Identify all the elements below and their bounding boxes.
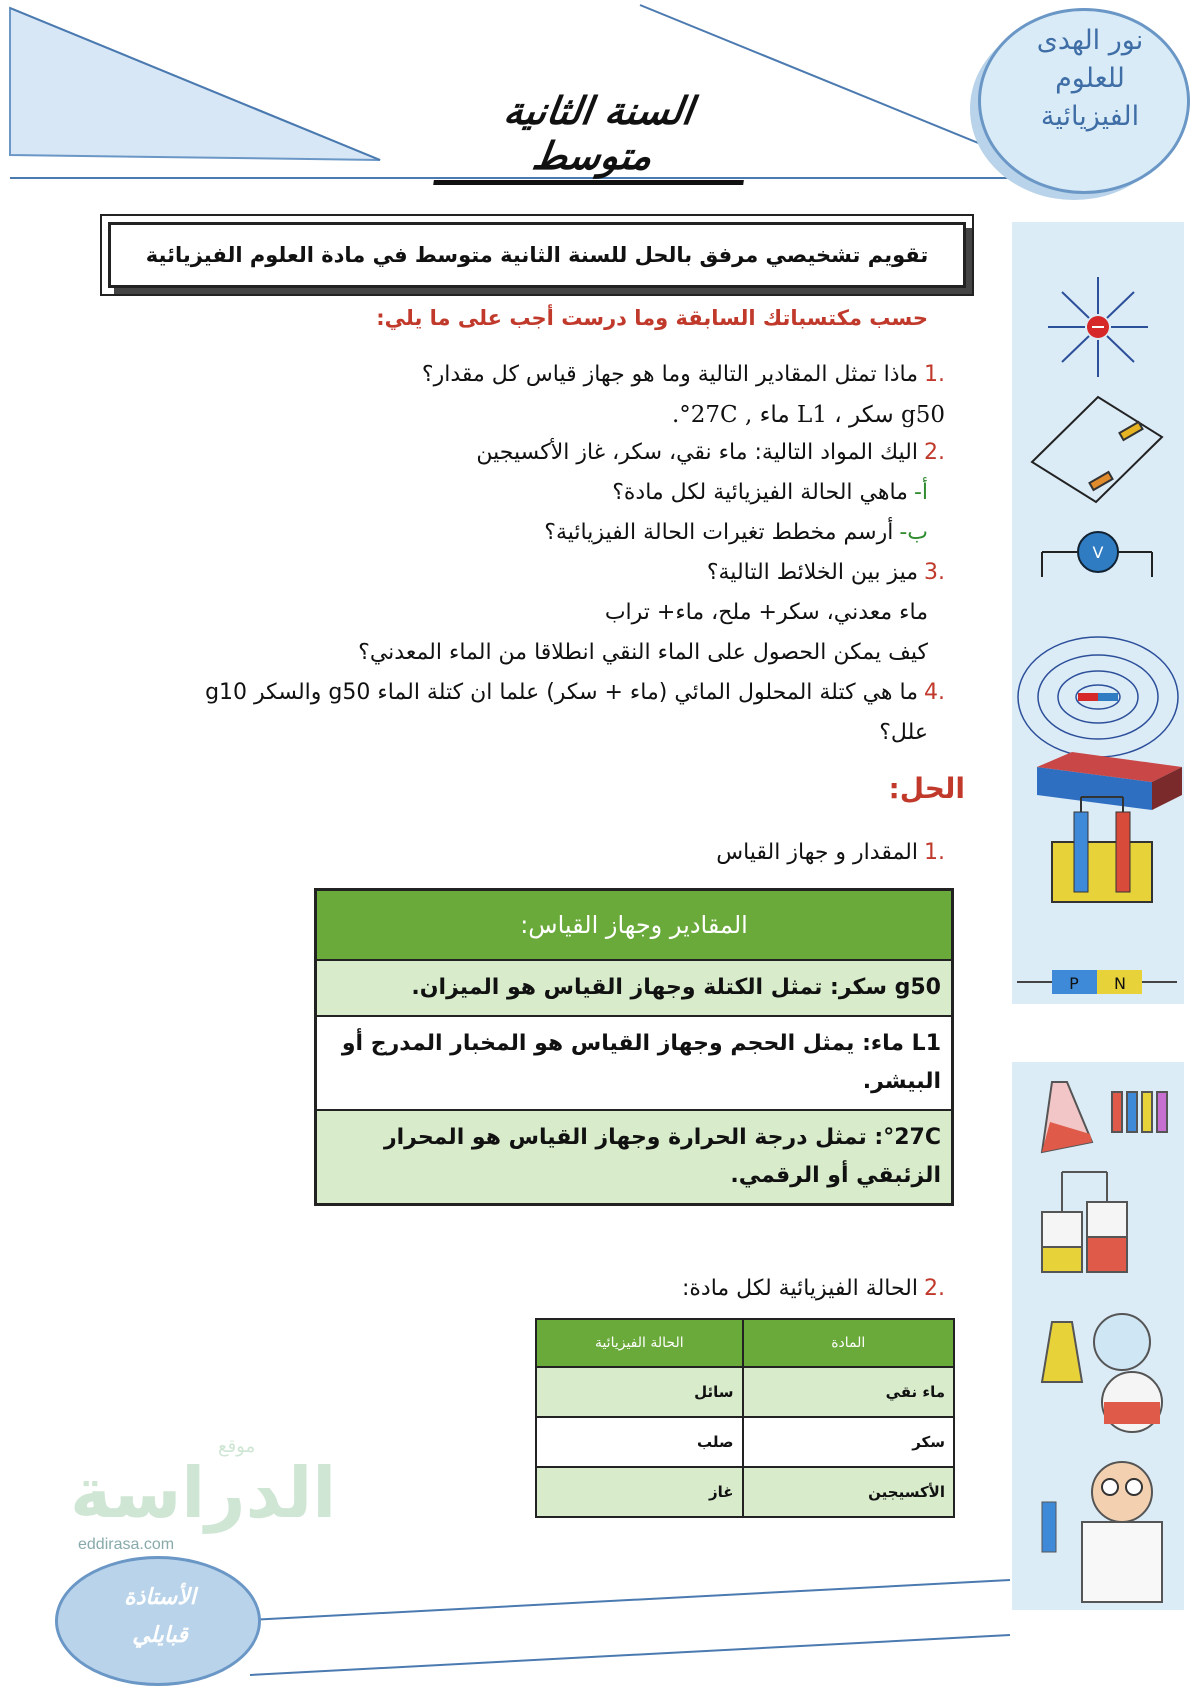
question-3-number: .3 (924, 560, 945, 585)
pn-diode-icon (1017, 970, 1177, 994)
state-cell: صلب (536, 1417, 743, 1467)
question-2-text: اليك المواد التالية: ماء نقي، سكر، غاز الأكسيجين (476, 440, 918, 465)
table-row (536, 1467, 954, 1517)
material-cell: ماء نقي (743, 1367, 954, 1417)
svg-text:N: N (1114, 974, 1126, 993)
table-row: 27C°: تمثل درجة الحرارة وجهاز القياس هو المحرار الزئبقي أو الرقمي. (316, 1110, 953, 1205)
question-3-text: ميز بين الخلائط التالية؟ (706, 560, 918, 585)
physics-illustrations-panel (1012, 222, 1184, 1004)
column-header-material: المادة (743, 1319, 954, 1367)
question-1-text: ماذا تمثل المقادير التالية وما هو جهاز قياس كل مقدار؟ (421, 362, 918, 387)
magnet-bar-icon (1037, 752, 1182, 810)
table-row: g50 سكر: تمثل الكتلة وجهاز القياس هو الميزان. (316, 960, 953, 1016)
watermark-small: موقع (218, 1436, 256, 1457)
circuit-icon (1032, 397, 1162, 502)
solution-1 (716, 838, 945, 868)
solution-1-text: المقدار و جهاز القياس (716, 840, 918, 865)
solution-1-number: .1 (924, 840, 945, 865)
quantities-table (314, 888, 954, 1206)
watermark-logo: الدراسة (70, 1452, 337, 1534)
test-tubes-icon (1112, 1092, 1167, 1132)
physics-icons (1012, 222, 1184, 1004)
brand-line-3: الفيزيائية (1040, 101, 1140, 132)
question-3-b: كيف يمكن الحصول على الماء النقي انطلاقا من الماء المعدني؟ (358, 640, 928, 665)
question-1 (422, 360, 945, 390)
question-4-number: .4 (924, 680, 945, 705)
voltmeter-icon (1042, 532, 1152, 577)
question-4-b: علل؟ (879, 720, 928, 745)
question-2b (544, 518, 928, 548)
question-2a (612, 478, 928, 508)
quantities-table-header: المقادير وجهاز القياس: (316, 890, 953, 961)
table-row (536, 1367, 954, 1417)
teacher-surname: قبايلي (132, 1622, 188, 1648)
solution-2-number: .2 (924, 1276, 945, 1301)
question-3-items: ماء معدني، سكر+ ملح، ماء+ تراب (604, 600, 928, 625)
electric-field-icon (1048, 277, 1148, 377)
material-cell: سكر (743, 1417, 954, 1467)
flask-icon (1042, 1082, 1092, 1152)
distillation-icon (1042, 1314, 1162, 1432)
question-4 (205, 678, 945, 708)
magnetic-field-icon (1018, 637, 1178, 757)
question-2a-label: أ- (913, 480, 928, 505)
question-3 (707, 558, 945, 588)
column-header-state: الحالة الفيزيائية (536, 1319, 743, 1367)
solution-2 (682, 1274, 945, 1304)
question-1-values: g50 سكر ، L1 ماء , 27C°. (671, 402, 945, 428)
svg-text:P: P (1069, 974, 1079, 993)
teacher-name (100, 1578, 220, 1654)
question-1-number: .1 (924, 362, 945, 387)
question-2a-text: ماهي الحالة الفيزيائية لكل مادة؟ (612, 480, 908, 505)
state-cell: سائل (536, 1367, 743, 1417)
question-2-number: .2 (924, 440, 945, 465)
teacher-title: الأستاذة (124, 1584, 196, 1610)
table-row (536, 1417, 954, 1467)
chemistry-icons (1012, 1062, 1184, 1610)
beakers-icon (1042, 1172, 1127, 1272)
states-table (535, 1318, 955, 1518)
question-2 (476, 438, 945, 468)
question-2b-label: ب- (899, 520, 928, 545)
question-4-text: ما هي كتلة المحلول المائي (ماء + سكر) علما ان كتلة الماء g50 والسكر g10 (205, 680, 918, 705)
material-cell: الأكسيجين (743, 1467, 954, 1517)
brand-line-1: نور الهدى (1036, 25, 1144, 56)
table-row: L1 ماء: يمثل الحجم وجهاز القياس هو المخبار المدرج أو البيشر. (316, 1016, 953, 1110)
watermark-url[interactable]: eddirasa.com (78, 1536, 175, 1553)
brand-text (1010, 22, 1170, 136)
main-title-box (100, 214, 974, 296)
state-cell: غاز (536, 1467, 743, 1517)
electrolysis-icon (1052, 797, 1152, 902)
svg-text:V: V (1092, 543, 1104, 562)
solution-heading: الحل: (888, 772, 965, 805)
chemistry-illustrations-panel (1012, 1062, 1184, 1610)
instruction: حسب مكتسباتك السابقة وما درست أجب على ما يلي: (376, 306, 928, 330)
brand-line-2: للعلوم (1055, 63, 1125, 94)
solution-2-text: الحالة الفيزيائية لكل مادة: (681, 1276, 918, 1301)
main-title: تقويم تشخيصي مرفق بالحل للسنة الثانية متوسط في مادة العلوم الفيزيائية (108, 222, 966, 288)
page-title: السنة الثانية متوسط (433, 88, 757, 185)
question-2b-text: أرسم مخطط تغيرات الحالة الفيزيائية؟ (544, 520, 894, 545)
